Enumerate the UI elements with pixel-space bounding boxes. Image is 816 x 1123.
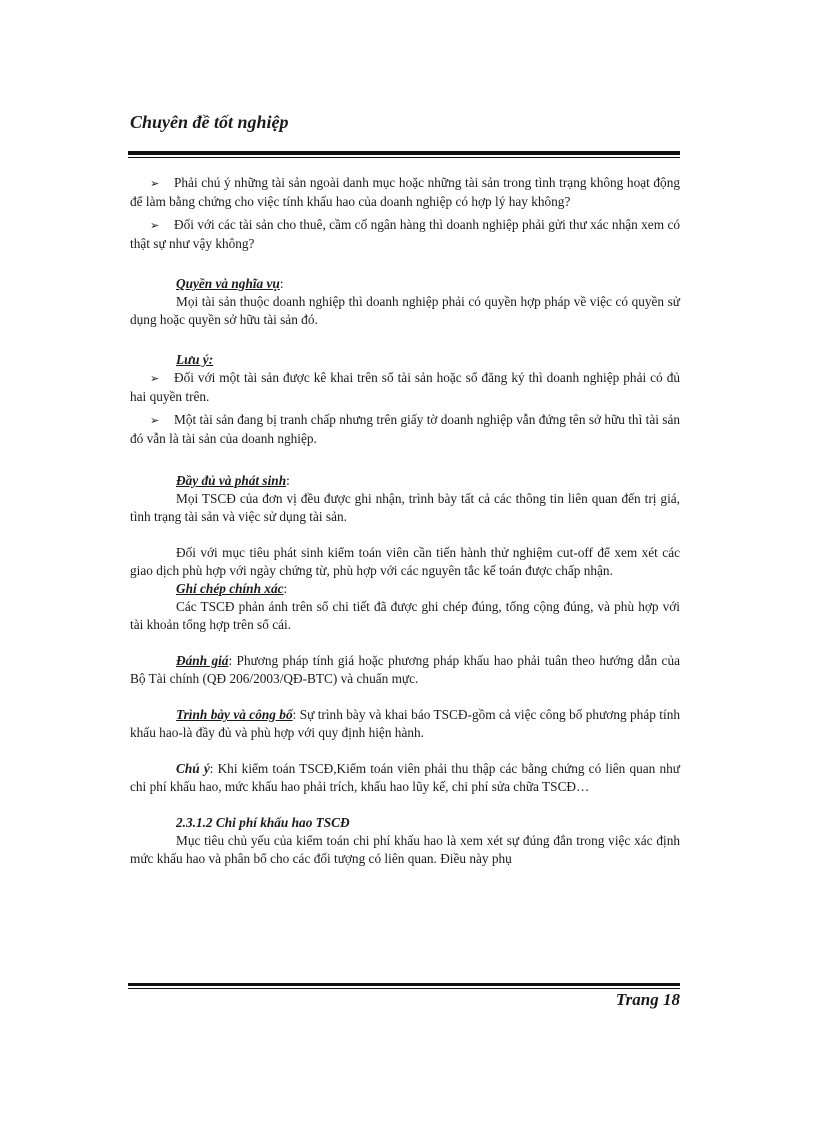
page-number: Trang 18: [615, 990, 680, 1009]
paragraph: Trình bày và công bố: Sự trình bày và khai báo TSCĐ-gồm cả việc công bố phương pháp tính khấu hao-là đầy đủ và phù hợp với quy định hiện hành.: [130, 707, 680, 740]
paragraph: Mục tiêu chủ yếu của kiểm toán chi phí khấu hao là xem xét sự đúng đắn trong việc xác định mức khấu hao và phân bổ cho các đối tượng có liên quan. Điều này phụ: [130, 833, 680, 866]
bullet-paragraph: ➢ Đối với một tài sản được kê khai trên sổ tài sản hoặc sổ đăng ký thì doanh nghiệp phải có đủ hai quyền trên.: [130, 370, 680, 404]
arrow-bullet-icon: ➢: [150, 414, 160, 427]
document-body: [130, 174, 680, 868]
footer-rule: [128, 983, 680, 986]
header-rule-thin: [128, 157, 680, 158]
paragraph: Mọi TSCĐ của đơn vị đều được ghi nhận, trình bày tất cả các thông tin liên quan đến trị giá, tình trạng tài sản và việc sử dụng tài sản.: [130, 491, 680, 524]
bullet-paragraph: ➢ Phải chú ý những tài sản ngoài danh mục hoặc những tài sản trong tình trạng không hoạt động để làm bằng chứng cho việc tính khấu hao của doanh nghiệp có hợp lý hay không?: [130, 175, 680, 209]
subheading: Ghi chép chính xác:: [176, 581, 288, 596]
arrow-bullet-icon: ➢: [150, 372, 160, 385]
paragraph: Các TSCĐ phản ánh trên sổ chi tiết đã được ghi chép đúng, tổng cộng đúng, và phù hợp với tài khoản tổng hợp trên sổ cái.: [130, 599, 680, 632]
footer-rule-thin: [128, 988, 680, 989]
subheading: Đầy đủ và phát sinh:: [176, 473, 290, 488]
page-header-title: Chuyên đề tốt nghiệp: [130, 112, 289, 132]
bullet-paragraph: ➢ Một tài sản đang bị tranh chấp nhưng trên giấy tờ doanh nghiệp vẫn đứng tên sở hữu thì tài sản đó vẫn là tài sản của doanh nghiệp.: [130, 412, 680, 446]
subheading: Quyền và nghĩa vụ:: [176, 276, 284, 291]
paragraph: Chú ý: Khi kiểm toán TSCĐ,Kiểm toán viên phải thu thập các bằng chứng có liên quan như chi phí khấu hao, mức khấu hao phải trích, khấu hao lũy kế, chi phí sửa chữa TSCĐ…: [130, 761, 680, 794]
arrow-bullet-icon: ➢: [150, 177, 160, 190]
paragraph: Mọi tài sản thuộc doanh nghiệp thì doanh nghiệp phải có quyền hợp pháp về việc có quyền sử dụng hoặc quyền sở hữu tài sản đó.: [130, 294, 680, 327]
header-rule: [128, 151, 680, 155]
paragraph: Đánh giá: Phương pháp tính giá hoặc phương pháp khấu hao phải tuân theo hướng dẫn của Bộ Tài chính (QĐ 206/2003/QĐ-BTC) và chuẩn mực.: [130, 653, 680, 686]
section-title: 2.3.1.2 Chi phí khấu hao TSCĐ: [176, 815, 350, 830]
arrow-bullet-icon: ➢: [150, 219, 160, 232]
bullet-paragraph: ➢ Đối với các tài sản cho thuê, cầm cố ngân hàng thì doanh nghiệp phải gửi thư xác nhận xem có thật sự như vậy không?: [130, 217, 680, 251]
paragraph: Đối với mục tiêu phát sinh kiểm toán viên cần tiến hành thử nghiệm cut-off để xem xét các giao dịch phù hợp với ngày chứng từ, phù hợp với các nguyên tắc kế toán được chấp nhận.: [130, 545, 680, 578]
subheading: Lưu ý:: [176, 352, 214, 367]
